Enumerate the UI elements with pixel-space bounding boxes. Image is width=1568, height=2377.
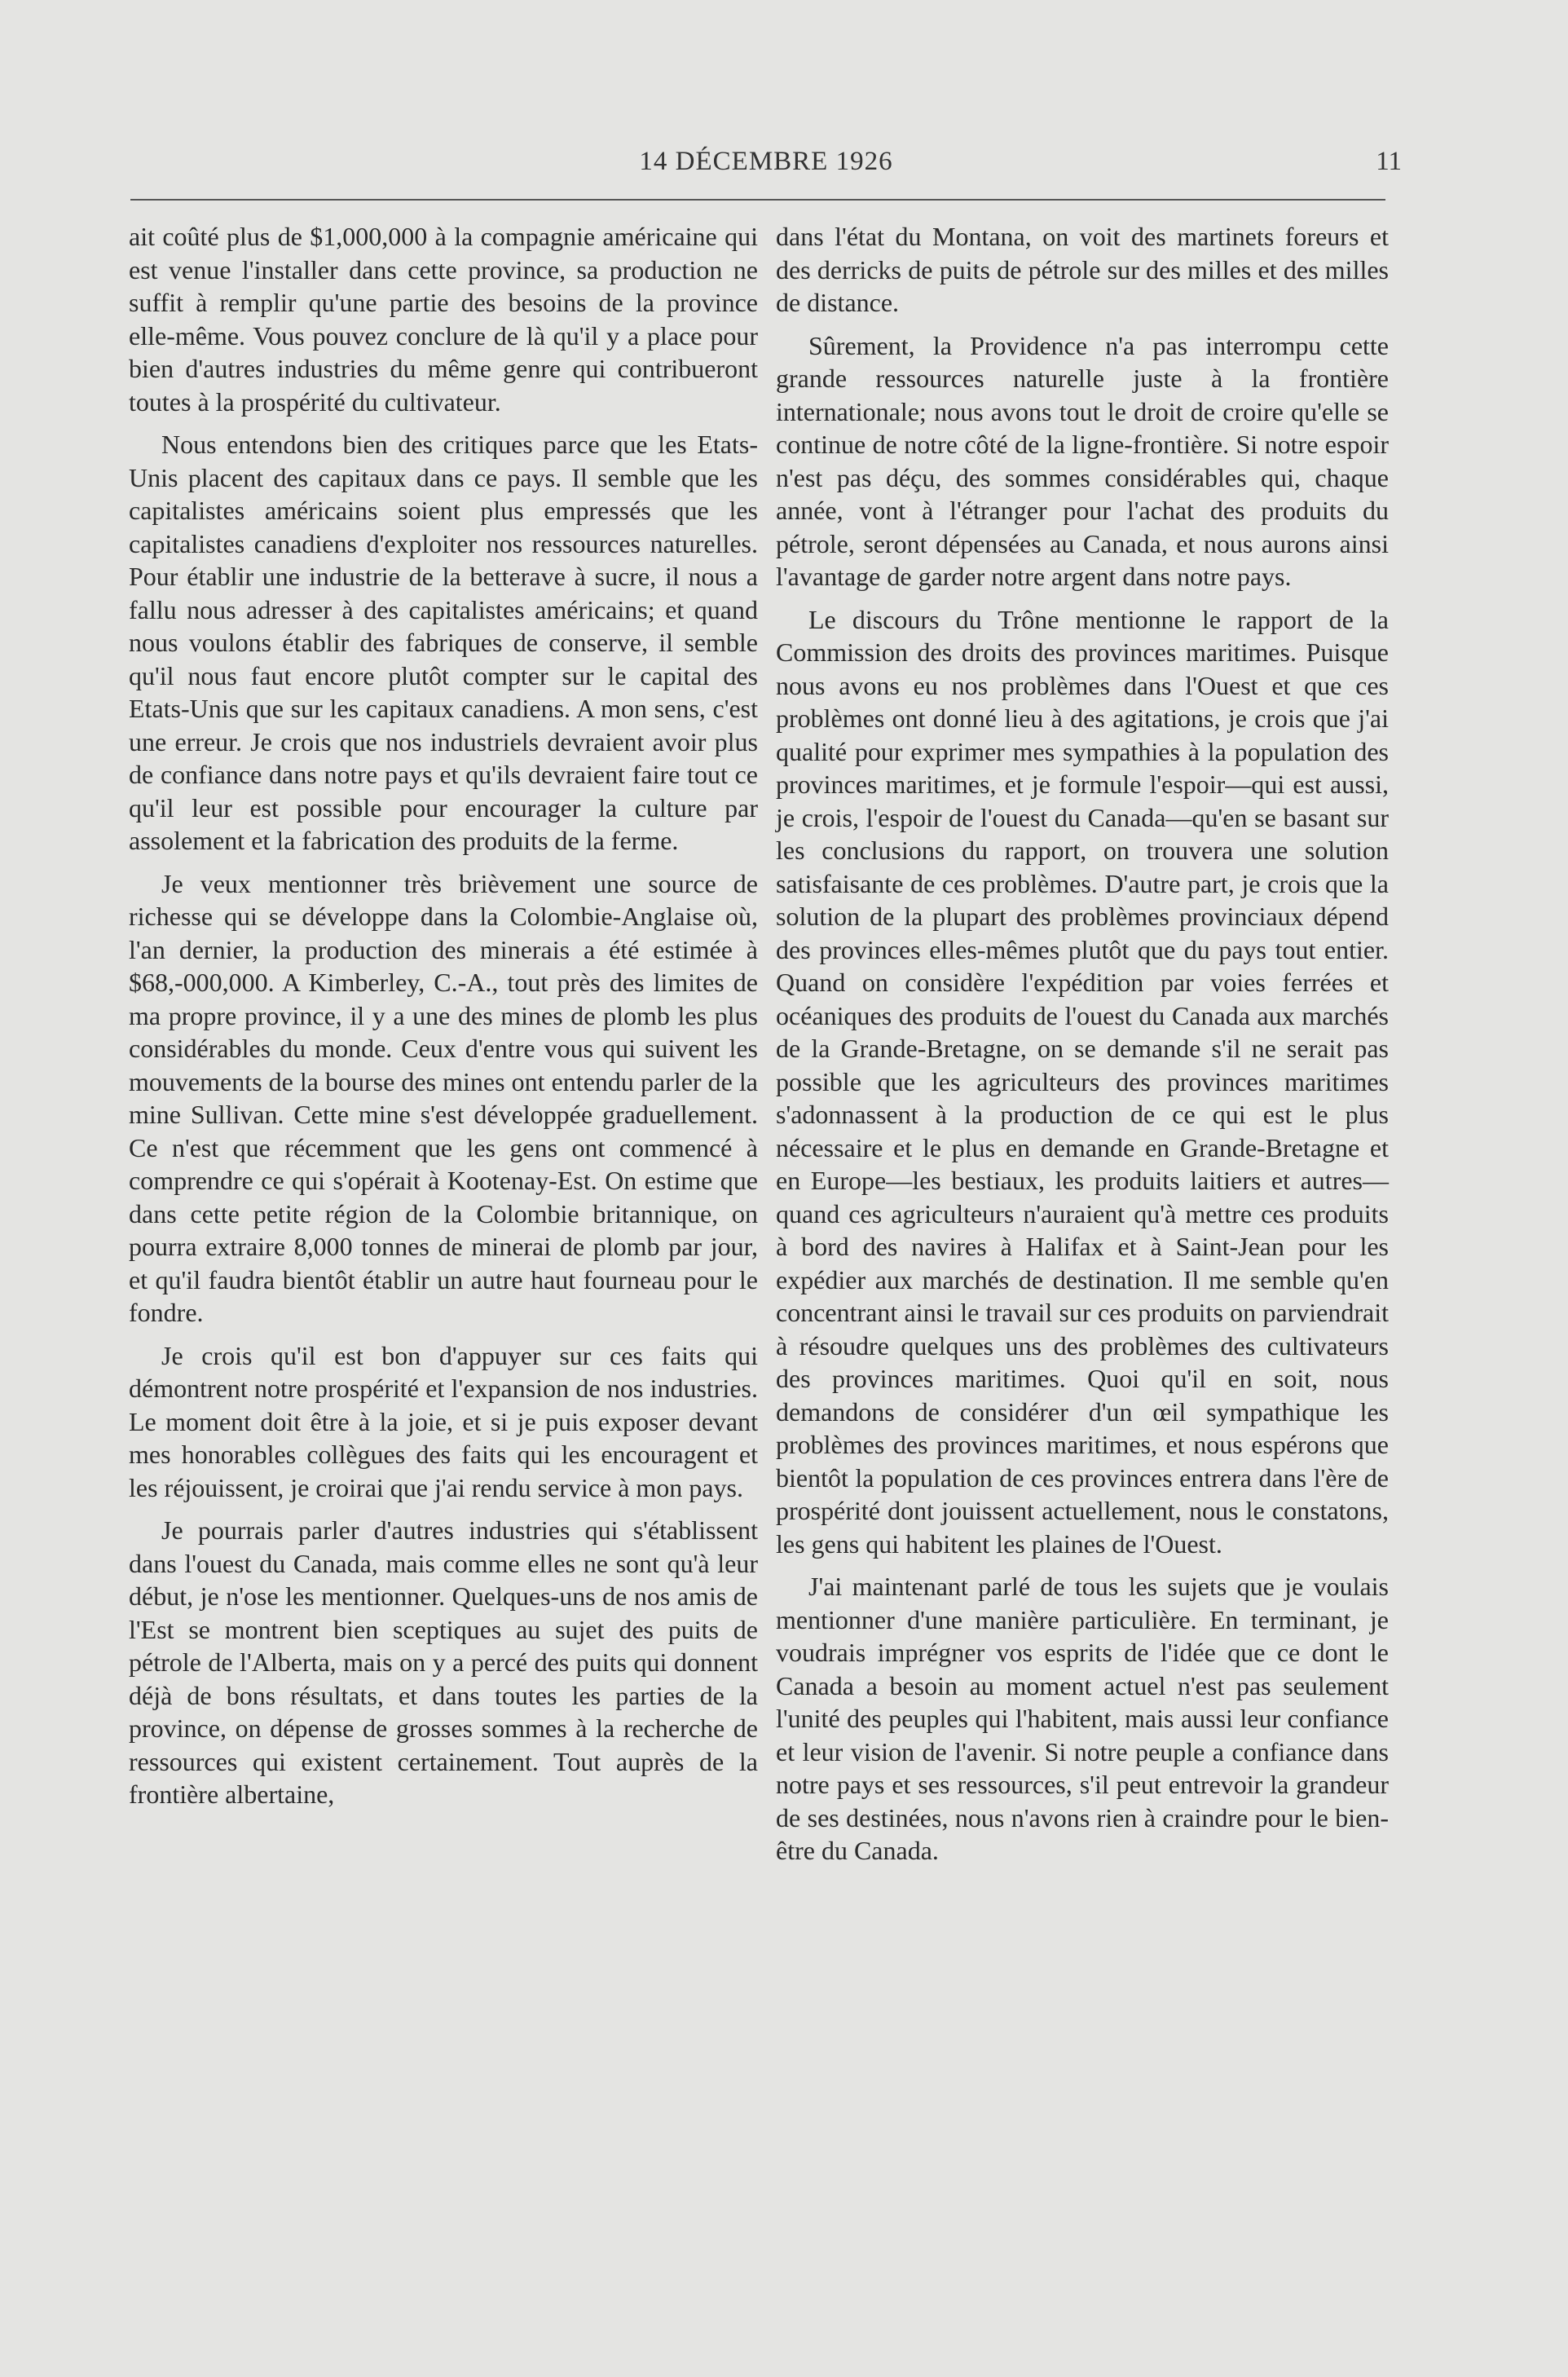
paragraph: ait coûté plus de $1,000,000 à la compagnie américaine qui est venue l'installer dans cette province, sa production ne suffit à remplir qu'une partie des besoins de la province elle-même. Vous pouvez conclure de là qu'il y a place pour bien d'autres industries du même genre qui contribueront toutes à la prospérité du cultivateur. xyxy=(129,222,758,417)
paragraph: Sûrement, la Providence n'a pas interrompu cette grande ressources naturelle juste à la frontière internationale; nous avons tout le droit de croire qu'elle se continue de notre côté de la ligne-frontière. Si notre espoir n'est pas déçu, des sommes considérables qui, chaque année, vont à l'étranger pour l'achat des produits du pétrole, seront dépensées au Canada, et nous aurons ainsi l'avantage de garder notre argent dans notre pays. xyxy=(776,330,1389,591)
page-header xyxy=(130,147,1402,187)
paragraph: Je crois qu'il est bon d'appuyer sur ces faits qui démontrent notre prospérité et l'expansion de nos industries. Le moment doit être à la joie, et si je puis exposer devant mes honorables collègues des faits qui les encouragent et les réjouissent, je croirai que j'ai rendu service à mon pays. xyxy=(129,1340,758,1502)
header-rule xyxy=(130,199,1385,201)
right-column xyxy=(776,220,1389,1877)
paragraph: Je veux mentionner très brièvement une source de richesse qui se développe dans la Colombie-Anglaise où, l'an dernier, la production des minerais a été estimée à $68,-000,000. A Kimberley, C.-A., tout près des limites de ma propre province, il y a une des mines de plomb les plus considérables du monde. Ceux d'entre vous qui suivent les mouvements de la bourse des mines ont entendu parler de la mine Sullivan. Cette mine s'est développée graduellement. Ce n'est que récemment que les gens ont commencé à comprendre ce qui s'opérait à Kootenay-Est. On estime que dans cette petite région de la Colombie britannique, on pourra extraire 8,000 tonnes de minerai de plomb par jour, et qu'il faudra bientôt établir un autre haut fourneau pour le fondre. xyxy=(129,868,758,1327)
paragraph: Le discours du Trône mentionne le rapport de la Commission des droits des provinces maritimes. Puisque nous avons eu nos problèmes dans l'Ouest et que ces problèmes ont donné lieu à des agitations, je crois que j'ai qualité pour exprimer mes sympathies à la population des provinces maritimes, et je formule l'espoir—qui est aussi, je crois, l'espoir de l'ouest du Canada—qu'en se basant sur les conclusions du rapport, on trouvera une solution satisfaisante de ces problèmes. D'autre part, je crois que la solution de la plupart des problèmes provinciaux dépend des provinces elles-mêmes plutôt que du pays tout entier. Quand on considère l'expédition par voies ferrées et océaniques des produits de l'ouest du Canada aux marchés de la Grande-Bretagne, on se demande s'il ne serait pas possible que les agriculteurs des provinces maritimes s'adonnassent à la production de ce qui est le plus nécessaire et le plus en demande en Grande-Bretagne et en Europe—les bestiaux, les produits laitiers et autres—quand ces agriculteurs n'auraient qu'à mettre ces produits à bord des navires à Halifax et à Saint-Jean pour les expédier aux marchés de destination. Il me semble qu'en concentrant ainsi le travail sur ces produits on parviendrait à résoudre quelques uns des problèmes des cultivateurs des provinces maritimes. Quoi qu'il en soit, nous demandons de considérer d'un œil sympathique les problèmes des provinces maritimes, et nous espérons que bientôt la population de ces provinces entrera dans l'ère de prospérité dont jouissent actuellement, nous le constatons, les gens qui habitent les plaines de l'Ouest. xyxy=(776,604,1389,1559)
paragraph: Nous entendons bien des critiques parce que les Etats-Unis placent des capitaux dans ce pays. Il semble que les capitalistes américains soient plus empressés que les capitalistes canadiens d'exploiter nos ressources naturelles. Pour établir une industrie de la betterave à sucre, il nous a fallu nous adresser à des capitalistes américains; et quand nous voulons établir des fabriques de conserve, il semble qu'il nous faut encore plutôt compter sur le capital des Etats-Unis que sur les capitaux canadiens. A mon sens, c'est une erreur. Je crois que nos industriels devraient avoir plus de confiance dans notre pays et qu'ils devraient faire tout ce qu'il leur est possible pour encourager la culture par assolement et la fabrication des produits de la ferme. xyxy=(129,430,758,855)
header-date: 14 DÉCEMBRE 1926 xyxy=(639,147,893,176)
paragraph: Je pourrais parler d'autres industries qui s'établissent dans l'ouest du Canada, mais comme elles ne sont qu'à leur début, je n'ose les mentionner. Quelques-uns de nos amis de l'Est se montrent bien sceptiques au sujet des puits de pétrole de l'Alberta, mais on y a percé des puits qui donnent déjà de bons résultats, et dans toutes les parties de la province, on dépense de grosses sommes à la recherche de ressources qui existent certainement. Tout auprès de la frontière albertaine, xyxy=(129,1515,758,1809)
left-column xyxy=(129,220,758,1821)
paragraph: J'ai maintenant parlé de tous les sujets que je voulais mentionner d'une manière particulière. En terminant, je voudrais imprégner vos esprits de l'idée que ce dont le Canada a besoin au moment actuel n'est pas seulement l'unité des peuples qui l'habitent, mais aussi leur confiance et leur vision de l'avenir. Si notre peuple a confiance dans notre pays et ses ressources, s'il peut entrevoir la grandeur de ses destinées, nous n'avons rien à craindre pour le bien-être du Canada. xyxy=(776,1572,1389,1865)
page-number: 11 xyxy=(1376,147,1402,176)
paragraph: dans l'état du Montana, on voit des martinets foreurs et des derricks de puits de pétrole sur des milles et des milles de distance. xyxy=(776,222,1389,317)
